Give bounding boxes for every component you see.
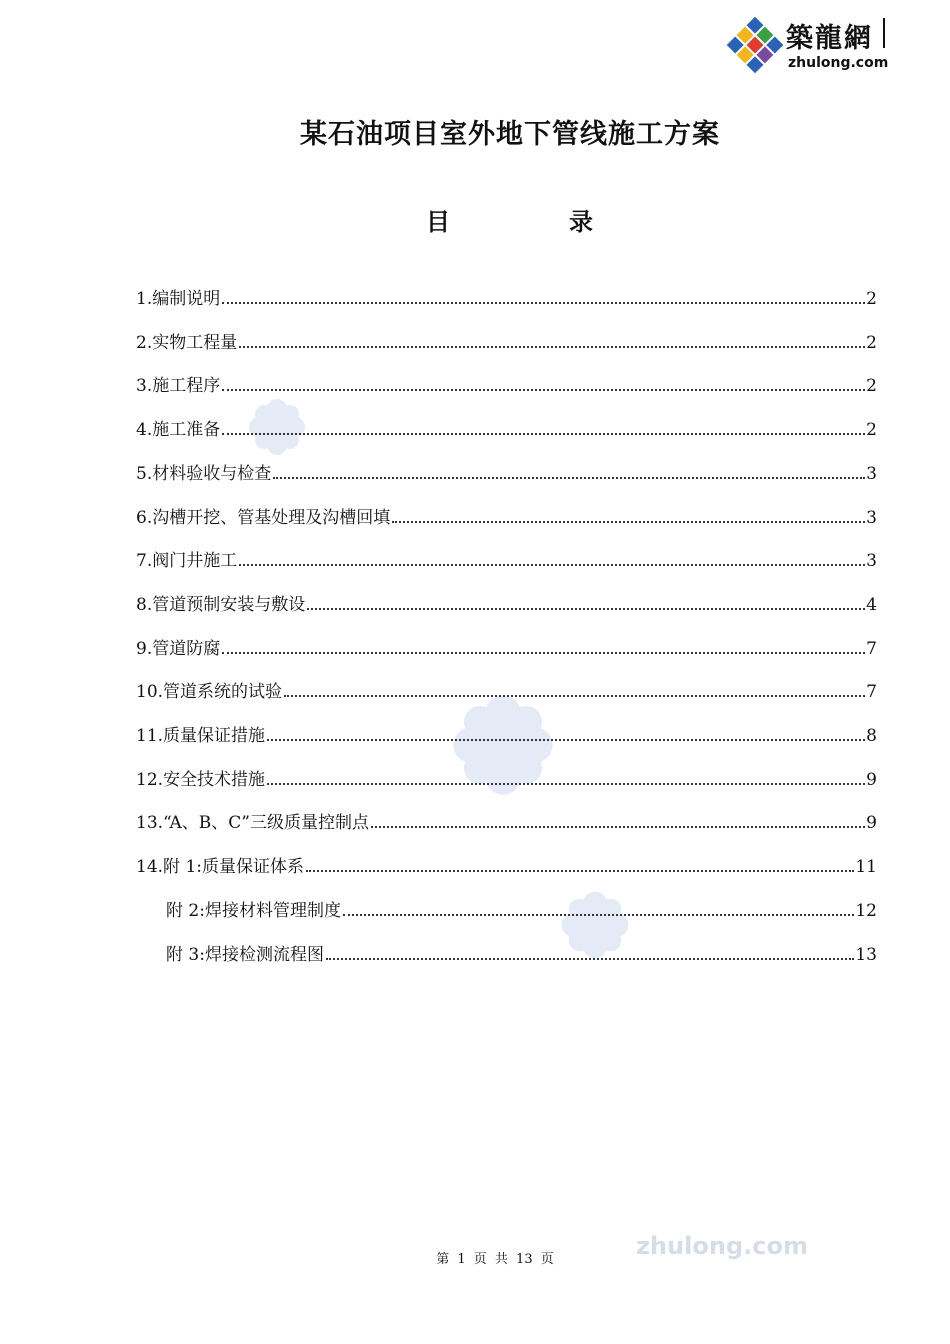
- toc-dot-leader: [284, 694, 865, 697]
- toc-dot-leader: [371, 825, 865, 828]
- watermark-text: zhulong.com: [636, 1232, 808, 1260]
- toc-dot-leader: [222, 301, 865, 304]
- toc-dot-leader: [392, 520, 865, 523]
- toc-entry-page-number: 11: [855, 857, 877, 877]
- toc-entry-label: 2.实物工程量: [136, 333, 238, 353]
- toc-entry[interactable]: [166, 892, 877, 922]
- toc-entry-label: 5.材料验收与检查: [136, 464, 272, 484]
- toc-entry-page-number: 9: [866, 770, 877, 790]
- logo-chinese-name: 築龍網: [786, 23, 873, 54]
- toc-entry-page-number: 12: [855, 901, 877, 921]
- toc-entry[interactable]: [136, 411, 877, 441]
- toc-entry[interactable]: [136, 455, 877, 485]
- toc-entry-label: 3.施工程序: [136, 376, 221, 396]
- toc-heading-left: 目: [426, 207, 450, 236]
- toc-entry-label: 6.沟槽开挖、管基处理及沟槽回填: [136, 508, 391, 528]
- toc-entry-label: 10.管道系统的试验: [136, 682, 283, 702]
- document-title: 某石油项目室外地下管线施工方案: [300, 119, 720, 150]
- toc-dot-leader: [222, 432, 865, 435]
- page-footer: 第 1 页 共 13 页: [436, 1252, 554, 1267]
- toc-dot-leader: [273, 476, 865, 479]
- toc-entry[interactable]: [136, 324, 877, 354]
- toc-entry-label: 4.施工准备: [136, 420, 221, 440]
- toc-entry[interactable]: [136, 542, 877, 572]
- toc-dot-leader: [343, 913, 854, 916]
- toc-entry[interactable]: [136, 804, 877, 834]
- toc-entry[interactable]: [166, 936, 877, 966]
- toc-entry-label: 9.管道防腐: [136, 639, 221, 659]
- toc-entry[interactable]: [136, 499, 877, 529]
- toc-dot-leader: [306, 869, 854, 872]
- toc-entry-label: 11.质量保证措施: [136, 726, 266, 746]
- zhulong-logo-icon: [724, 14, 786, 76]
- toc-entry[interactable]: [136, 280, 877, 310]
- toc-entry-page-number: 2: [866, 376, 877, 396]
- toc-dot-leader: [239, 563, 865, 566]
- toc-entry-page-number: 3: [866, 551, 877, 571]
- toc-dot-leader: [239, 345, 865, 348]
- toc-entry-page-number: 8: [866, 726, 877, 746]
- toc-entry[interactable]: [136, 367, 877, 397]
- toc-entry-label: 7.阀门井施工: [136, 551, 238, 571]
- toc-entry-page-number: 3: [866, 508, 877, 528]
- toc-entry-page-number: 13: [855, 945, 877, 965]
- toc-entry-label: 12.安全技术措施: [136, 770, 266, 790]
- toc-dot-leader: [222, 651, 865, 654]
- toc-entry-label: 14.附 1:质量保证体系: [136, 857, 304, 877]
- toc-dot-leader: [267, 782, 865, 785]
- toc-entry-label: 13.“A、B、C”三级质量控制点: [136, 813, 370, 833]
- toc-entry-page-number: 2: [866, 289, 877, 309]
- toc-entry[interactable]: [136, 761, 877, 791]
- toc-entry[interactable]: [136, 630, 877, 660]
- logo-divider: [883, 18, 885, 48]
- zhulong-logo: [724, 10, 894, 82]
- toc-entry-label: 附 2:焊接材料管理制度: [166, 901, 341, 921]
- toc-heading-right: 录: [569, 207, 593, 236]
- toc-entry[interactable]: [136, 586, 877, 616]
- toc-entry-label: 附 3:焊接检测流程图: [166, 945, 324, 965]
- toc-entry-page-number: 9: [866, 813, 877, 833]
- toc-dot-leader: [222, 388, 865, 391]
- toc-entry[interactable]: [136, 673, 877, 703]
- logo-english-name: zhulong.com: [788, 55, 889, 71]
- toc-entry-page-number: 7: [866, 682, 877, 702]
- toc-entry[interactable]: [136, 717, 877, 747]
- toc-entry-page-number: 7: [866, 639, 877, 659]
- toc-dot-leader: [267, 738, 865, 741]
- toc-entry-page-number: 2: [866, 420, 877, 440]
- toc-entry-label: 8.管道预制安装与敷设: [136, 595, 306, 615]
- toc-dot-leader: [307, 607, 865, 610]
- toc-entry-page-number: 2: [866, 333, 877, 353]
- toc-entry-page-number: 4: [866, 595, 877, 615]
- toc-entry[interactable]: [136, 848, 877, 878]
- toc-entry-label: 1.编制说明: [136, 289, 221, 309]
- toc-dot-leader: [326, 957, 854, 960]
- toc-entry-page-number: 3: [866, 464, 877, 484]
